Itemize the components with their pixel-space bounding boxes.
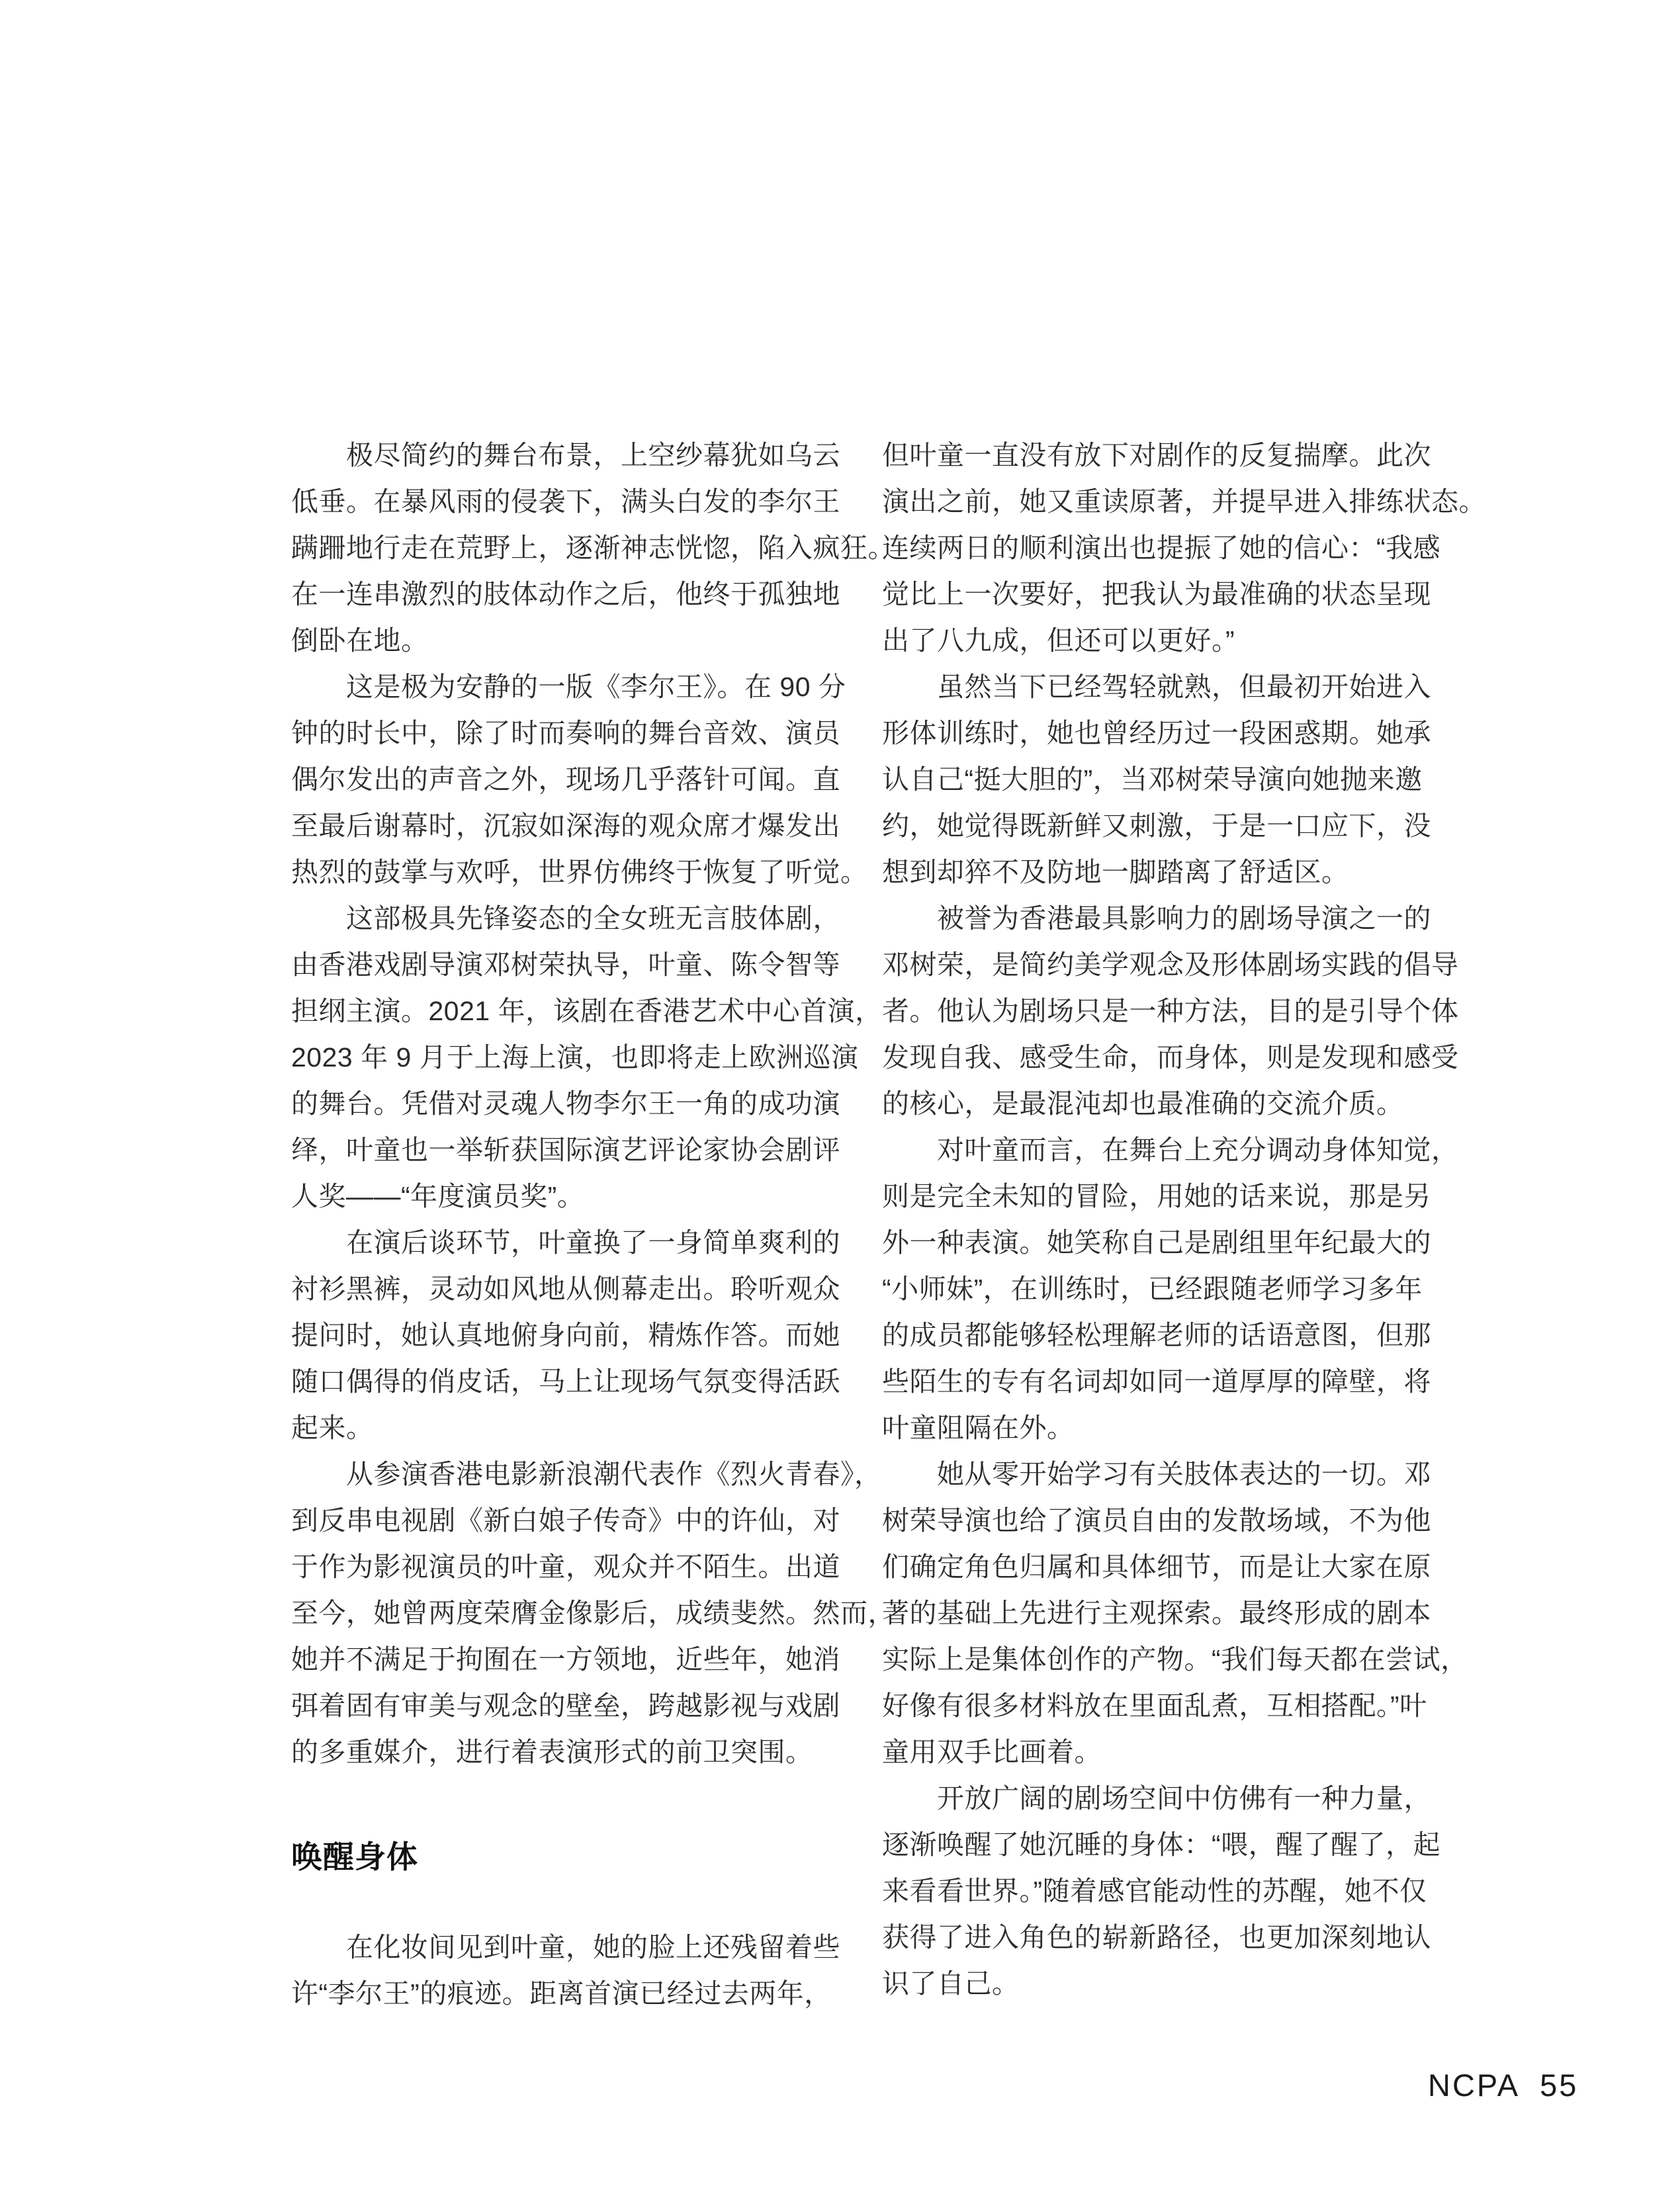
body-text-line: 钟的时长中，除了时而奏响的舞台音效、演员: [291, 718, 840, 748]
body-text-line: 树荣导演也给了演员自由的发散场域，不为他: [882, 1505, 1431, 1536]
body-text-line: 对叶童而言，在舞台上充分调动身体知觉，: [882, 1135, 1459, 1165]
body-text-line: 外一种表演。她笑称自己是剧组里年纪最大的: [882, 1227, 1431, 1258]
body-text-line: 的核心，是最混沌却也最准确的交流介质。: [882, 1088, 1404, 1119]
body-text-line: 来看看世界。”随着感官能动性的苏醒，她不仅: [882, 1876, 1427, 1906]
body-text-line: 虽然当下已经驾轻就熟，但最初开始进入: [882, 672, 1431, 702]
footer-page-number: 55: [1540, 2068, 1579, 2103]
body-text-line: 被誉为香港最具影响力的剧场导演之一的: [882, 903, 1431, 934]
body-text-line: 觉比上一次要好，把我认为最准确的状态呈现: [882, 579, 1431, 609]
body-text-line: 这部极具先锋姿态的全女班无言肢体剧，: [291, 903, 840, 934]
body-text-line: 至最后谢幕时，沉寂如深海的观众席才爆发出: [291, 810, 840, 841]
body-text-line: 绎，叶童也一举斩获国际演艺评论家协会剧评: [291, 1135, 840, 1165]
body-text-line: 形体训练时，她也曾经历过一段困惑期。她承: [882, 718, 1431, 748]
body-text-line: 2023 年 9 月于上海上演，也即将走上欧洲巡演: [291, 1042, 859, 1072]
body-text-line: 童用双手比画着。: [882, 1737, 1102, 1767]
body-text-line: 她并不满足于拘囿在一方领地，近些年，她消: [291, 1644, 840, 1675]
body-text-line: 出了八九成，但还可以更好。”: [882, 625, 1235, 656]
right-column-body: [882, 432, 1486, 2007]
body-text-line: 的多重媒介，进行着表演形式的前卫突围。: [291, 1737, 813, 1767]
body-text-line: 演出之前，她又重读原著，并提早进入排练状态。: [882, 486, 1486, 517]
body-text-line: 偶尔发出的声音之外，现场几乎落针可闻。直: [291, 764, 840, 795]
body-text-line: 但叶童一直没有放下对剧作的反复揣摩。此次: [882, 440, 1431, 470]
footer-brand: NCPA: [1428, 2068, 1521, 2103]
body-text-line: 邓树荣，是简约美学观念及形体剧场实践的倡导: [882, 949, 1459, 980]
body-text-line: 们确定角色归属和具体细节，而是让大家在原: [882, 1552, 1431, 1582]
body-text-line: 倒卧在地。: [291, 625, 429, 656]
body-text-line: 的舞台。凭借对灵魂人物李尔王一角的成功演: [291, 1088, 840, 1119]
body-text-line: 约，她觉得既新鲜又刺激，于是一口应下，没: [882, 810, 1431, 841]
article-column-left: [291, 432, 895, 2017]
body-text-line: 开放广阔的剧场空间中仿佛有一种力量，: [882, 1783, 1431, 1814]
body-text-line: 随口偶得的俏皮话，马上让现场气氛变得活跃: [291, 1366, 840, 1397]
body-text-line: 想到却猝不及防地一脚踏离了舒适区。: [882, 857, 1349, 887]
left-column-body: [291, 432, 895, 1775]
body-text-line: 弭着固有审美与观念的壁垒，跨越影视与戏剧: [291, 1690, 840, 1721]
body-text-line: 到反串电视剧《新白娘子传奇》中的许仙，对: [291, 1505, 840, 1536]
body-text-line: 获得了进入角色的崭新路径，也更加深刻地认: [882, 1922, 1431, 1952]
section-heading: 唤醒身体: [291, 1839, 418, 1874]
left-column-after-heading: [291, 1924, 850, 2017]
body-text-line: 叶童阻隔在外。: [882, 1413, 1075, 1443]
body-text-line: 这是极为安静的一版《李尔王》。在 90 分: [291, 672, 846, 702]
body-text-line: “小师妹”，在训练时，已经跟随老师学习多年: [882, 1274, 1423, 1304]
body-text-line: 提问时，她认真地俯身向前，精炼作答。而她: [291, 1320, 840, 1350]
body-text-line: 蹒跚地行走在荒野上，逐渐神志恍惚，陷入疯狂。: [291, 533, 895, 563]
body-text-line: 于作为影视演员的叶童，观众并不陌生。出道: [291, 1552, 840, 1582]
body-text-line: 由香港戏剧导演邓树荣执导，叶童、陈令智等: [291, 949, 840, 980]
body-text-line: 从参演香港电影新浪潮代表作《烈火青春》，: [291, 1459, 882, 1489]
article-column-right: [882, 432, 1486, 2007]
body-text-line: 连续两日的顺利演出也提振了她的信心：“我感: [882, 533, 1441, 563]
body-text-line: 极尽简约的舞台布景，上空纱幕犹如乌云: [291, 440, 840, 470]
body-text-line: 在一连串激烈的肢体动作之后，他终于孤独地: [291, 579, 840, 609]
body-text-line: 热烈的鼓掌与欢呼，世界仿佛终于恢复了听觉。: [291, 857, 868, 887]
body-text-line: 衬衫黑裤，灵动如风地从侧幕走出。聆听观众: [291, 1274, 840, 1304]
body-text-line: 许“李尔王”的痕迹。距离首演已经过去两年，: [291, 1978, 832, 2009]
body-text-line: 的成员都能够轻松理解老师的话语意图，但那: [882, 1320, 1431, 1350]
body-text-line: 则是完全未知的冒险，用她的话来说，那是另: [882, 1181, 1431, 1211]
body-text-line: 些陌生的专有名词却如同一道厚厚的障壁，将: [882, 1366, 1431, 1397]
body-text-line: 好像有很多材料放在里面乱煮，互相搭配。”叶: [882, 1690, 1427, 1721]
body-text-line: 她从零开始学习有关肢体表达的一切。邓: [882, 1459, 1431, 1489]
page-footer: [1428, 2070, 1578, 2101]
body-text-line: 者。他认为剧场只是一种方法，目的是引导个体: [882, 996, 1459, 1026]
body-text-line: 起来。: [291, 1413, 374, 1443]
body-text-line: 人奖——“年度演员奖”。: [291, 1181, 585, 1211]
body-text-line: 在化妆间见到叶童，她的脸上还残留着些: [291, 1932, 840, 1962]
body-text-line: 实际上是集体创作的产物。“我们每天都在尝试，: [882, 1644, 1468, 1675]
body-text-line: 低垂。在暴风雨的侵袭下，满头白发的李尔王: [291, 486, 840, 517]
body-text-line: 在演后谈环节，叶童换了一身简单爽利的: [291, 1227, 840, 1258]
body-text-line: 发现自我、感受生命，而身体，则是发现和感受: [882, 1042, 1459, 1072]
body-text-line: 担纲主演。2021 年，该剧在香港艺术中心首演，: [291, 996, 883, 1026]
body-text-line: 认自己“挺大胆的”，当邓树荣导演向她抛来邀: [882, 764, 1423, 795]
body-text-line: 著的基础上先进行主观探索。最终形成的剧本: [882, 1598, 1431, 1628]
body-text-line: 识了自己。: [882, 1968, 1020, 1999]
body-text-line: 至今，她曾两度荣膺金像影后，成绩斐然。然而，: [291, 1598, 895, 1628]
body-text-line: 逐渐唤醒了她沉睡的身体：“喂，醒了醒了，起: [882, 1829, 1441, 1860]
